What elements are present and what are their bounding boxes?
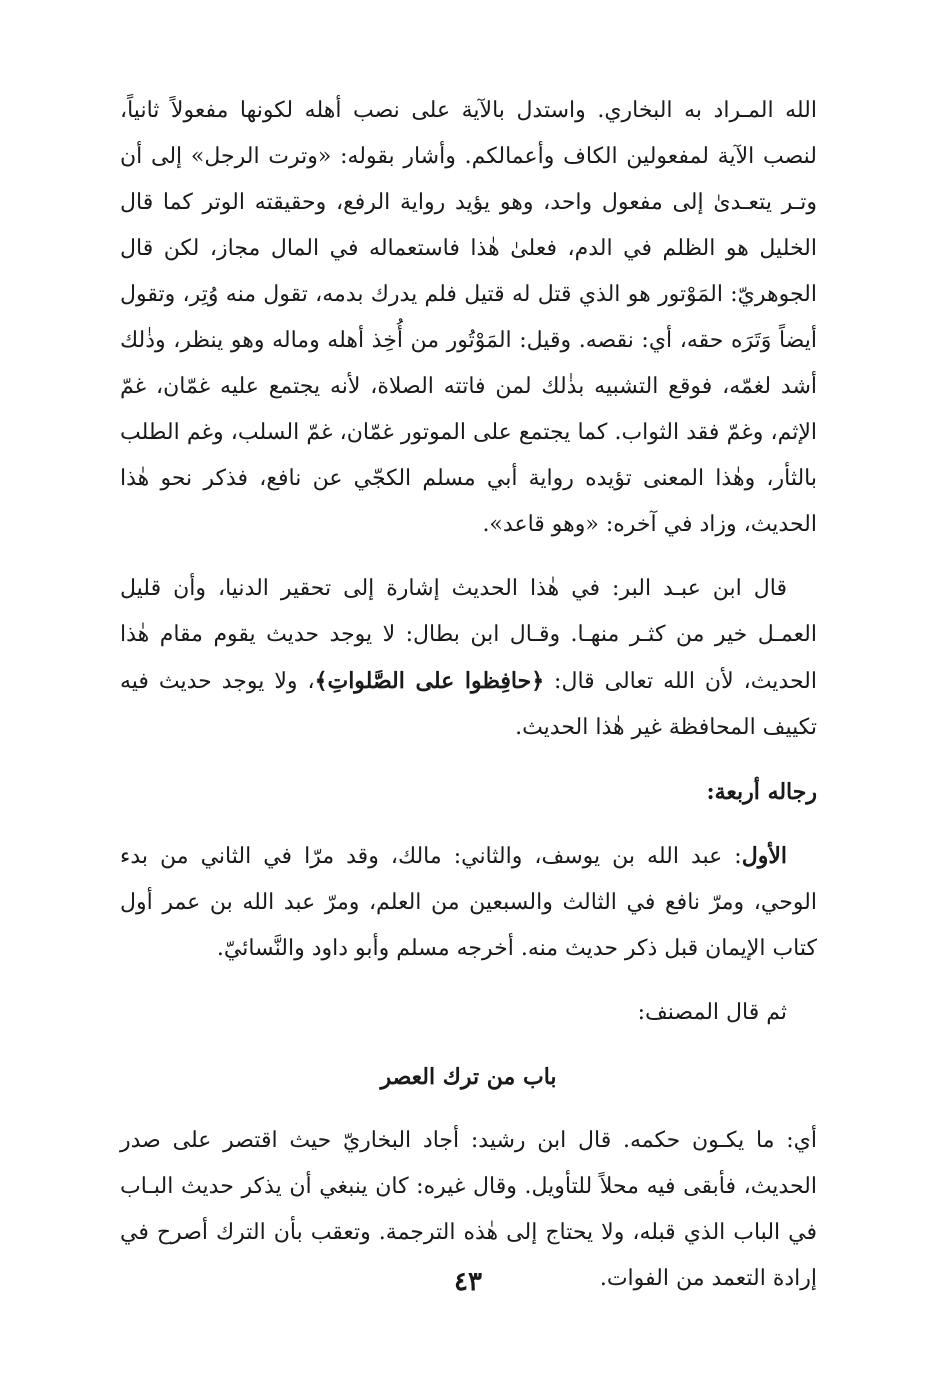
section-heading-narrators: رجاله أربعة:: [706, 779, 817, 805]
paragraph-gap: [120, 1100, 817, 1118]
paragraph-gap: [120, 1036, 817, 1054]
page-number: ٤٣: [454, 1267, 482, 1297]
quran-verse: ﴿حافِظوا على الصَّلواتِ﴾: [314, 668, 545, 694]
chapter-title: باب من ترك العصر: [380, 1064, 557, 1090]
paragraph-narrators: [120, 833, 817, 972]
paragraph-gap: [120, 548, 817, 566]
paragraph-text: قال ابن عبـد البر: في هٰذا الحديث إشارة إلى تحقير الدنيا، وأن قليل العمـل خير من كثـر منهـا. وقـال ابن بطال: لا يوجد حديث يقوم مقام هٰذا الحديث، لأن الله تعالى قال:: [120, 576, 817, 694]
paragraph-text: : عبد الله بن يوسف، والثاني: مالك، وقد مرّا في الثاني من بدء الوحي، ومرّ نافع في الثالث والسبعين من العلم، ومرّ عبد الله بن عمر أول كتاب الإيمان قبل ذكر حديث منه. أخرجه مسلم وأبو داود والنَّسائيّ.: [120, 844, 817, 961]
paragraph-ibn-rushayd: أي: ما يكـون حكمه. قال ابن رشيد: أجاد البخاريّ حيث اقتصر على صدر الحديث، فأبقى فيه محلاً للتأويل. وقال غيره: كان ينبغي أن يذكر حديث البـاب في الباب الذي قبله، ولا يحتاج إلى هٰذه الترجمة. وتعقب بأن الترك أصرح في إرادة التعمد من الفوات.: [120, 1128, 817, 1291]
paragraph-author-said: ثم قال المصنف:: [637, 1000, 787, 1025]
paragraph-text: ، ولا يوجد حديث فيه تكييف المحافظة غير هٰذا الحديث.: [120, 669, 817, 740]
paragraph-gap: [120, 751, 817, 769]
paragraph-gap: [120, 972, 817, 990]
page-body: [120, 88, 817, 1302]
paragraph-gap: [120, 815, 817, 833]
paragraph-ibn-abd-al-barr: [120, 566, 817, 751]
paragraph-wutira: الله المـراد به البخاري. واستدل بالآية على نصب أهله لكونها مفعولاً ثانياً، لنصب الآية لمفعولين الكاف وأعمالكم. وأشار بقوله: «وترت الرجل» إلى أن وتـر يتعـدىٰ إلى مفعول واحد، وهو يؤيد رواية الرفع، وحقيقته الوتر كما قال الخليل هو الظلم في الدم، فعلىٰ هٰذا فاستعماله في المال مجاز، لكن قال الجوهريّ: المَوْتور هو الذي قتل له قتيل فلم يدرك بدمه، تقول منه وُتِر، وتقول أيضاً وَتَرَه حقه، أي: نقصه. وقيل: المَوْتُور من أُخِذ أهله وماله وهو ينظر، وذٰلك أشد لغمّه، فوقع التشبيه بذٰلك لمن فاتته الصلاة، لأنه يجتمع عليه غمّان، غمّ الإثم، وغمّ فقد الثواب. كما يجتمع على الموتور غمّان، غمّ السلب، وغم الطلب بالثأر، وهٰذا المعنى تؤيده رواية أبي مسلم الكجّي عن نافع، فذكر نحو هٰذا الحديث، وزاد في آخره: «وهو قاعد».: [120, 98, 817, 537]
narrator-lead-word: الأول: [741, 843, 787, 869]
